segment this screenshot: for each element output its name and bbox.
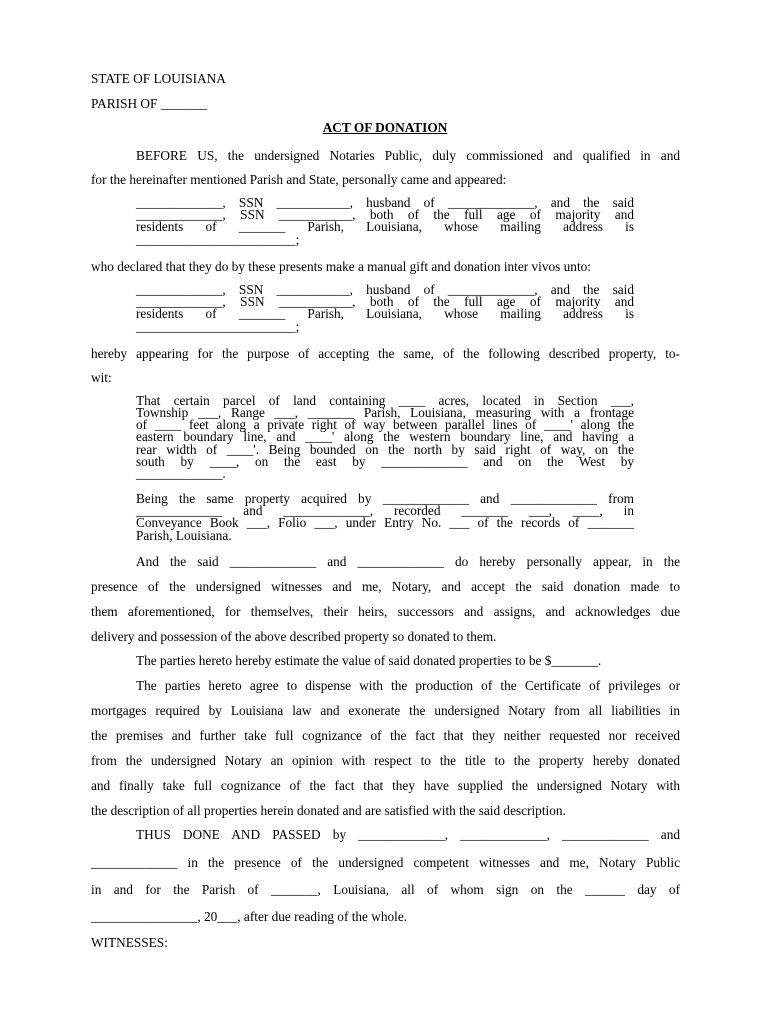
property-line-7: _____________. [136,466,226,481]
donors-line-3: residents of _______ Parish, Louisiana, whose mailing address is [136,219,634,234]
donors-line-2: _____________, SSN ___________, both of the full age of majority and [136,207,634,222]
state-heading: STATE OF LOUISIANA [91,71,226,86]
intro-line-1: BEFORE US, the undersigned Notaries Public, duly commissioned and qualified in and [136,148,680,163]
donees-line-3: residents of _______ Parish, Louisiana, whose mailing address is [136,306,634,321]
acquired-line-1: Being the same property acquired by _____________ and _____________ from [136,491,634,506]
document-title: ACT OF DONATION [322,120,448,135]
donees-line-4: ________________________; [136,319,300,334]
estimate-line: The parties hereto hereby estimate the value of said donated properties to be $_______. [136,653,602,668]
dispense-line-6: the description of all properties herein donated and are satisfied with the said description. [91,803,566,818]
witnesses-label: WITNESSES: [91,935,168,950]
accepting-line-1: hereby appearing for the purpose of accepting the same, of the following described property, to- [91,346,680,361]
passed-line-1: THUS DONE AND PASSED by _____________, _____________, _____________ and [136,827,680,842]
dispense-line-2: mortgages required by Louisiana law and exonerate the undersigned Notary from all liabilities in [91,703,680,718]
property-line-3: of ____ feet along a private right of way between parallel lines of ____' along the [136,417,634,432]
declared-line: who declared that they do by these presents make a manual gift and donation inter vivos unto: [91,259,591,274]
acquired-line-4: Parish, Louisiana. [136,528,232,543]
accepting-line-2: wit: [91,370,112,385]
acceptance-line-2: presence of the undersigned witnesses and me, Notary, and accept the said donation made to [91,579,680,594]
passed-line-4: ________________, 20___, after due reading of the whole. [91,909,408,924]
passed-line-2: _____________ in the presence of the undersigned competent witnesses and me, Notary Public [91,855,680,870]
acquired-line-3: Conveyance Book ___, Folio ___, under Entry No. ___ of the records of _______ [136,515,634,530]
property-line-5: rear width of ____'. Being bounded on the north by said right of way, on the [136,442,634,457]
passed-line-3: in and for the Parish of _______, Louisiana, all of whom sign on the ______ day of [91,882,680,897]
donees-line-2: _____________, SSN ___________, both of the full age of majority and [136,294,634,309]
acceptance-line-4: delivery and possession of the above described property so donated to them. [91,629,497,644]
acquired-line-2: _____________ and _____________, recorded _______ ___, ____, in [136,503,634,518]
donors-line-1: _____________, SSN ___________, husband of _____________, and the said [136,195,634,210]
parish-heading: PARISH OF _______ [91,96,208,111]
dispense-line-3: the premises and further take full cognizance of the fact that they neither requested nor received [91,728,680,743]
donors-line-4: ________________________; [136,232,300,247]
intro-line-2: for the hereinafter mentioned Parish and State, personally came and appeared: [91,172,507,187]
acceptance-line-3: them aforementioned, for themselves, their heirs, successors and assigns, and acknowledges due [91,604,680,619]
dispense-line-5: and finally take full cognizance of the fact that they have supplied the undersigned Notary with [91,778,680,793]
dispense-line-4: from the undersigned Notary an opinion with respect to the title to the property hereby donated [91,753,680,768]
acceptance-line-1: And the said _____________ and _____________ do hereby personally appear, in the [136,554,680,569]
property-line-6: south by ____, on the east by _____________ and on the West by [136,454,634,469]
property-line-4: eastern boundary line, and ____' along the western boundary line, and having a [136,429,634,444]
property-line-1: That certain parcel of land containing ____ acres, located in Section ___, [136,393,634,408]
property-line-2: Township ___, Range ___, _______ Parish, Louisiana, measuring with a frontage [136,405,634,420]
dispense-line-1: The parties hereto agree to dispense with the production of the Certificate of privileges or [136,678,680,693]
donees-line-1: _____________, SSN ___________, husband of _____________, and the said [136,282,634,297]
